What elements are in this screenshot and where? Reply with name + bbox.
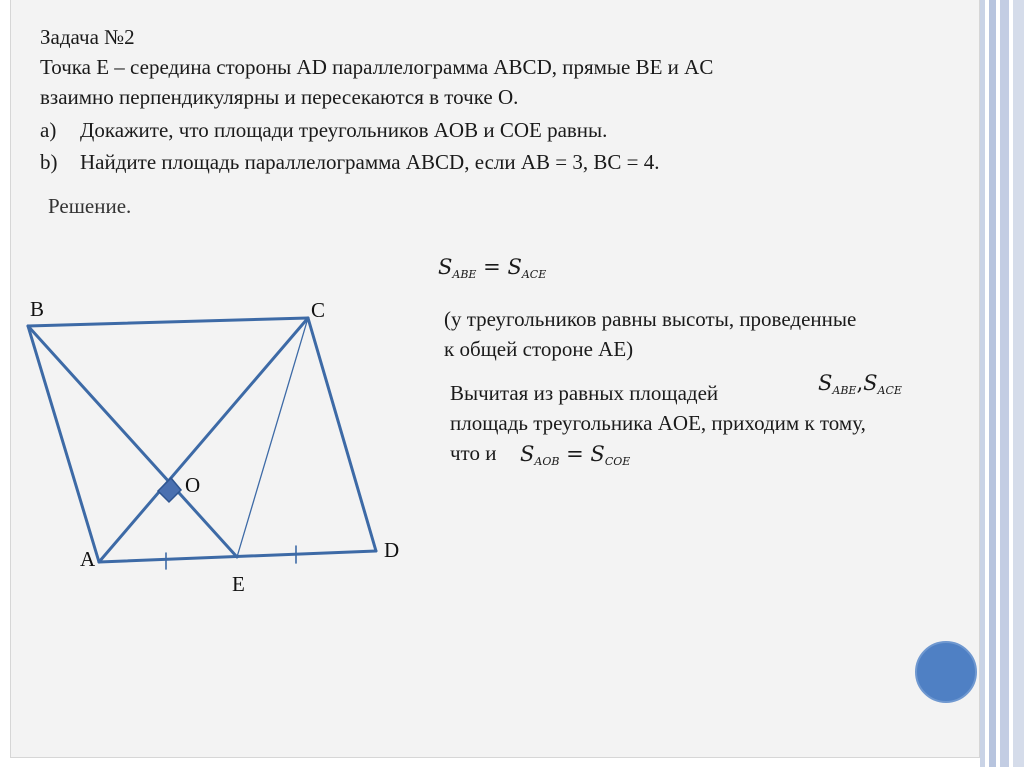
segment-ce (237, 318, 308, 557)
formula-operator: = (566, 442, 584, 466)
formula-symbol: S (520, 442, 535, 466)
item-a-marker: a) (40, 118, 57, 142)
formula-symbol: S (863, 371, 878, 395)
note-line-2: к общей стороне AE) (444, 337, 634, 361)
subtract-line-2: площадь треугольника AOE, приходим к тому, (450, 411, 866, 435)
formula-subscript: ACE (877, 384, 902, 397)
formula-subscript: ABE (832, 384, 857, 397)
point-label-e: E (232, 572, 245, 596)
point-label-o: O (185, 473, 201, 497)
formula-symbol: S (507, 255, 522, 279)
side-cd (308, 318, 376, 551)
formula-subscript: ACE (521, 268, 547, 281)
subtract-line-3: что и (450, 441, 497, 465)
subtract-line-1: Вычитая из равных площадей (450, 381, 719, 405)
side-bc (28, 318, 308, 326)
right-angle-marker (158, 478, 181, 502)
item-b-text: Найдите площадь параллелограмма ABCD, если AB = 3, BC = 4. (80, 150, 660, 174)
formula-separator: , (856, 371, 864, 395)
problem-statement-line-2: взаимно перпендикулярны и пересекаются в точке О. (40, 85, 519, 109)
formula-symbol: S (590, 442, 605, 466)
formula-symbol: S (818, 371, 833, 395)
vertex-label-c: C (311, 298, 326, 322)
problem-title: Задача №2 (40, 25, 135, 49)
problem-statement-line-1: Точка Е – середина стороны AD параллелограмма ABCD, прямые BE и AC (40, 55, 714, 79)
formula-subscript: ABE (452, 268, 477, 281)
item-b-marker: b) (40, 150, 58, 174)
item-a-text: Докажите, что площади треугольников AOB и COE равны. (80, 118, 608, 142)
solution-heading: Решение. (48, 194, 132, 218)
vertex-label-d: D (384, 538, 400, 562)
vertex-label-b: B (30, 297, 45, 321)
side-ab (28, 326, 99, 562)
formula-subscript: AOB (534, 455, 560, 468)
note-line-1: (у треугольников равны высоты, проведенные (444, 307, 857, 331)
formula-subscript: COE (604, 455, 631, 468)
vertex-label-a: A (80, 547, 96, 571)
formula-symbol: S (438, 255, 453, 279)
decor-circle (915, 641, 977, 703)
formula-operator: = (483, 255, 501, 279)
